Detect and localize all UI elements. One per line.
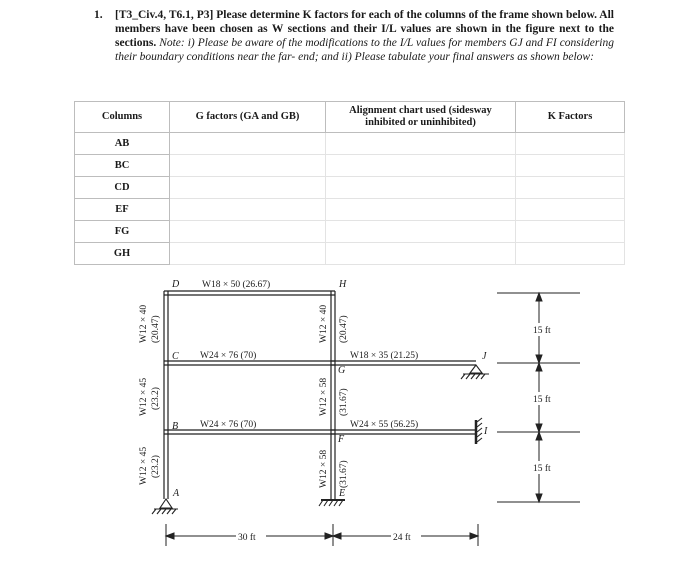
hatch-icon <box>477 418 482 442</box>
column-ratio-FG: (31.67) <box>339 388 349 416</box>
node-I: I <box>484 426 488 437</box>
pin-support-A <box>160 499 172 508</box>
alignment-cell <box>326 221 516 243</box>
k-factor-cell <box>516 243 625 265</box>
column-label-EF: W12 × 58 <box>319 449 329 488</box>
column-ratio-GH: (20.47) <box>339 315 349 343</box>
dim-span-right: 24 ft <box>393 533 411 543</box>
alignment-cell <box>326 133 516 155</box>
note-line-1: Note: i) Please be aware of the modifications to <box>159 37 380 49</box>
dim-story-bottom: 15 ft <box>533 464 551 474</box>
node-E: E <box>339 488 346 499</box>
column-label-CD: W12 × 40 <box>139 304 149 343</box>
header-alignment-chart <box>326 102 516 133</box>
problem-number: 1. <box>94 9 103 21</box>
g-factor-cell <box>170 133 326 155</box>
alignment-cell <box>326 243 516 265</box>
column-label-BC: W12 × 45 <box>139 377 149 416</box>
table-row <box>75 243 625 265</box>
table-row <box>75 155 625 177</box>
row-label: AB <box>75 133 170 155</box>
arrow-up-icon <box>536 293 542 301</box>
column-ratio-EF: (31.67) <box>339 460 349 488</box>
frame-diagram <box>0 270 699 587</box>
node-G: G <box>338 365 346 376</box>
dim-span-left: 30 ft <box>238 533 256 543</box>
arrow-left-icon <box>333 533 341 539</box>
k-factor-cell <box>516 133 625 155</box>
header-g-factors: G factors (GA and GB) <box>170 102 326 133</box>
problem-statement <box>94 8 614 64</box>
table-row <box>75 177 625 199</box>
arrow-up-icon <box>536 363 542 371</box>
column-ratio-AB: (23.2) <box>151 455 161 478</box>
header-k-factors: K Factors <box>516 102 625 133</box>
note-line-2: the I/L values for members GJ and FI considering their boundary conditions near the far- <box>115 37 614 63</box>
column-label-AB: W12 × 45 <box>139 446 149 485</box>
k-factor-cell <box>516 199 625 221</box>
node-F: F <box>338 434 345 445</box>
problem-line-1: [T3_Civ.4, T6.1, P3] Please determine K factors for each of the columns of the frame <box>115 9 529 21</box>
arrow-up-icon <box>536 432 542 440</box>
problem-line-2: shown below. All members have been chosen as W sections and their I/L values are <box>115 9 615 35</box>
node-C: C <box>172 351 179 362</box>
arrow-down-icon <box>536 494 542 502</box>
g-factor-cell <box>170 243 326 265</box>
node-A: A <box>173 488 180 499</box>
beam-label-GJ: W18 × 35 (21.25) <box>350 351 419 361</box>
alignment-cell <box>326 199 516 221</box>
dim-story-top: 15 ft <box>533 326 551 336</box>
node-H: H <box>339 279 347 290</box>
k-factor-cell <box>516 221 625 243</box>
k-factor-cell <box>516 177 625 199</box>
header-alignment-line-1: Alignment chart used (sidesway <box>349 105 492 116</box>
row-label: GH <box>75 243 170 265</box>
beam-label-BF: W24 × 76 (70) <box>200 420 257 430</box>
node-D: D <box>172 279 180 290</box>
problem-line-3: shown in the figure next to the sections. <box>115 23 614 49</box>
beam-label-FI: W24 × 55 (56.25) <box>350 420 419 430</box>
k-factor-cell <box>516 155 625 177</box>
k-factor-table <box>74 101 625 265</box>
column-label-GH: W12 × 40 <box>319 304 329 343</box>
hatch-icon <box>461 374 485 379</box>
column-ratio-CD: (20.47) <box>151 315 161 343</box>
hatch-icon <box>152 509 176 514</box>
row-label: BC <box>75 155 170 177</box>
row-label: FG <box>75 221 170 243</box>
g-factor-cell <box>170 155 326 177</box>
header-columns: Columns <box>75 102 170 133</box>
alignment-cell <box>326 155 516 177</box>
column-label-FG: W12 × 58 <box>319 377 329 416</box>
node-J: J <box>482 351 487 362</box>
note-line-3: end; and ii) Please tabulate your final answers as shown below: <box>298 51 594 63</box>
arrow-left-icon <box>166 533 174 539</box>
row-label: CD <box>75 177 170 199</box>
g-factor-cell <box>170 199 326 221</box>
beam-label-CG: W24 × 76 (70) <box>200 351 257 361</box>
table-row <box>75 133 625 155</box>
node-B: B <box>172 421 179 432</box>
table-row <box>75 199 625 221</box>
beam-label-DH: W18 × 50 (26.67) <box>202 280 271 290</box>
column-ratio-BC: (23.2) <box>151 387 161 410</box>
row-label: EF <box>75 199 170 221</box>
alignment-cell <box>326 177 516 199</box>
g-factor-cell <box>170 177 326 199</box>
g-factor-cell <box>170 221 326 243</box>
dim-story-mid: 15 ft <box>533 395 551 405</box>
pin-support-J <box>470 365 482 373</box>
header-alignment-line-2: inhibited or uninhibited) <box>365 117 476 128</box>
table-row <box>75 221 625 243</box>
table-header-row <box>75 102 625 133</box>
arrow-right-icon <box>470 533 478 539</box>
